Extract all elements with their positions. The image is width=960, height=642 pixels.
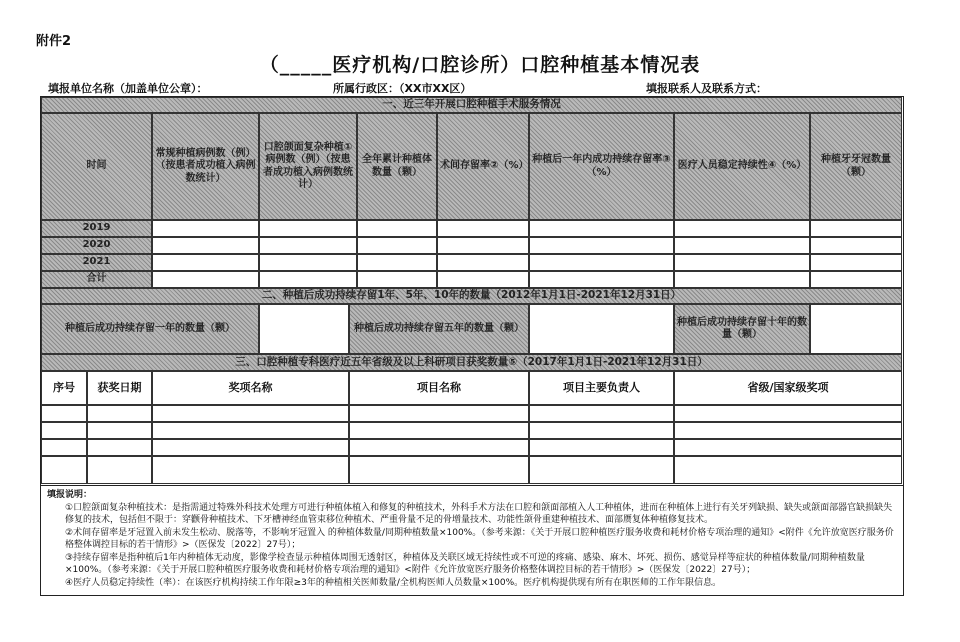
header-one-year-retention: 种植后一年内成功持续存留率③（%） xyxy=(529,113,674,220)
header-serial: 序号 xyxy=(41,371,87,405)
note-item-3: ③持续存留率是指种植后1年内种植体无动度，影像学检查显示种植体周围无透射区，种植体及关联区域无持续性或不可逆的疼痛、感染、麻木、坏死、损伤、感觉异样等症状的种植体数量/同期种植数量×100%。（参考来源：《关于开展口腔种植医疗服务收费和耗材价格专项治理的通知》<附件《允许放宽医疗服务价格整体调控目标的若干情形》>（医保发〔2022〕27号）； xyxy=(65,552,865,575)
award-cell[interactable] xyxy=(529,439,674,456)
retention-10yr-value[interactable] xyxy=(810,304,902,354)
award-cell[interactable] xyxy=(349,439,529,456)
row-label-2021: 2021 xyxy=(41,254,152,271)
award-cell[interactable] xyxy=(529,405,674,422)
data-cell[interactable] xyxy=(529,254,674,271)
data-cell[interactable] xyxy=(529,220,674,237)
header-complex-cases: 口腔颌面复杂种植①病例数（例）（按患者成功植入病例数统计） xyxy=(259,113,357,220)
header-award-date: 获奖日期 xyxy=(87,371,152,405)
data-cell[interactable] xyxy=(437,254,529,271)
data-cell[interactable] xyxy=(810,220,902,237)
reporting-unit-label: 填报单位名称（加盖单位公章）： xyxy=(48,82,208,95)
award-cell[interactable] xyxy=(674,439,902,456)
note-item-2: ②术间存留率是牙冠置入前未发生松动、脱落等，不影响牙冠置入 的种植体数量/同期种植数量×100%。（参考来源：《关于开展口腔种植医疗服务收费和耗材价格专项治理的通知》<附件《允许放宽医疗服务价格整体调控目标的若干情形》>（医保发〔2022〕27号）； xyxy=(65,527,894,550)
section2-title: 二、种植后成功持续存留1年、5年、10年的数量（2012年1月1日-2021年12月31日） xyxy=(41,288,902,304)
data-cell[interactable] xyxy=(357,271,437,288)
data-cell[interactable] xyxy=(674,254,810,271)
data-cell[interactable] xyxy=(259,220,357,237)
retention-1yr-value[interactable] xyxy=(259,304,349,354)
contact-label: 填报联系人及联系方式： xyxy=(646,82,767,95)
row-label-2020: 2020 xyxy=(41,237,152,254)
data-cell[interactable] xyxy=(152,220,259,237)
header-project-lead: 项目主要负责人 xyxy=(529,371,674,405)
data-cell[interactable] xyxy=(529,237,674,254)
award-cell[interactable] xyxy=(349,422,529,439)
header-award-level: 省级/国家级奖项 xyxy=(674,371,902,405)
award-cell[interactable] xyxy=(152,439,349,456)
district-label: 所属行政区：（XX市XX区） xyxy=(333,82,472,95)
data-cell[interactable] xyxy=(674,220,810,237)
data-cell[interactable] xyxy=(152,254,259,271)
award-cell[interactable] xyxy=(41,456,87,484)
data-cell[interactable] xyxy=(674,271,810,288)
annex-label: 附件2 xyxy=(36,34,72,49)
retention-10yr-label: 种植后成功持续存留十年的数量（颗） xyxy=(674,304,810,354)
award-cell[interactable] xyxy=(41,405,87,422)
award-cell[interactable] xyxy=(674,422,902,439)
award-cell[interactable] xyxy=(529,422,674,439)
section1-title: 一、近三年开展口腔种植手术服务情况 xyxy=(41,97,902,113)
header-award-name: 奖项名称 xyxy=(152,371,349,405)
data-cell[interactable] xyxy=(810,254,902,271)
notes-box xyxy=(40,486,904,596)
data-cell[interactable] xyxy=(357,237,437,254)
award-cell[interactable] xyxy=(152,405,349,422)
row-label-total: 合计 xyxy=(41,271,152,288)
data-cell[interactable] xyxy=(152,271,259,288)
award-cell[interactable] xyxy=(87,422,152,439)
data-cell[interactable] xyxy=(259,271,357,288)
data-cell[interactable] xyxy=(357,254,437,271)
header-staff-stability: 医疗人员稳定持续性④（%） xyxy=(674,113,810,220)
award-cell[interactable] xyxy=(41,439,87,456)
award-cell[interactable] xyxy=(87,405,152,422)
data-cell[interactable] xyxy=(259,254,357,271)
award-cell[interactable] xyxy=(152,422,349,439)
note-item-4: ④医疗人员稳定持续性（率）：在该医疗机构持续工作年限≥3年的种植相关医师数量/全机构医师人员数量×100%。医疗机构提供现有所有在职医师的工作年限信息。 xyxy=(65,577,722,588)
data-cell[interactable] xyxy=(810,271,902,288)
retention-5yr-value[interactable] xyxy=(529,304,674,354)
data-cell[interactable] xyxy=(529,271,674,288)
header-crown-count: 种植牙牙冠数量（颗） xyxy=(810,113,902,220)
award-cell[interactable] xyxy=(41,422,87,439)
data-cell[interactable] xyxy=(437,220,529,237)
retention-5yr-label: 种植后成功持续存留五年的数量（颗） xyxy=(349,304,529,354)
header-intraop-retention: 术间存留率②（%） xyxy=(437,113,529,220)
section3-title: 三、口腔种植专科医疗近五年省级及以上科研项目获奖数量⑤（2017年1月1日-2021年12月31日） xyxy=(41,354,902,371)
header-regular-cases: 常规种植病例数（例）（按患者成功植入病例数统计） xyxy=(152,113,259,220)
award-cell[interactable] xyxy=(674,405,902,422)
award-cell[interactable] xyxy=(87,456,152,484)
data-cell[interactable] xyxy=(674,237,810,254)
data-cell[interactable] xyxy=(357,220,437,237)
award-cell[interactable] xyxy=(349,456,529,484)
data-cell[interactable] xyxy=(152,237,259,254)
award-cell[interactable] xyxy=(87,439,152,456)
notes-title: 填报说明： xyxy=(47,490,93,500)
award-cell[interactable] xyxy=(349,405,529,422)
header-implant-count: 全年累计种植体数量（颗） xyxy=(357,113,437,220)
data-cell[interactable] xyxy=(810,237,902,254)
award-cell[interactable] xyxy=(529,456,674,484)
award-cell[interactable] xyxy=(674,456,902,484)
data-cell[interactable] xyxy=(437,237,529,254)
data-cell[interactable] xyxy=(259,237,357,254)
note-item-1: ①口腔颌面复杂种植技术：是指需通过特殊外科技术处理方可进行种植体植入和修复的种植技术，外科手术方法在口腔和颌面部植入人工种植体，进而在种植体上进行有关牙列缺损、缺失或颌面部器官缺损缺失修复的技术，包括但不限于：穿颧骨种植技术、下牙槽神经血管束移位种植术、严重骨量不足的骨增量技术、功能性颌骨重建种植技术、面部赝复体种植修复技术。 xyxy=(65,502,893,525)
form-table xyxy=(40,96,904,486)
header-time: 时间 xyxy=(41,113,152,220)
award-cell[interactable] xyxy=(152,456,349,484)
row-label-2019: 2019 xyxy=(41,220,152,237)
data-cell[interactable] xyxy=(437,271,529,288)
page-title: （_____医疗机构/口腔诊所）口腔种植基本情况表 xyxy=(259,54,701,76)
retention-1yr-label: 种植后成功持续存留一年的数量（颗） xyxy=(41,304,259,354)
header-project-name: 项目名称 xyxy=(349,371,529,405)
